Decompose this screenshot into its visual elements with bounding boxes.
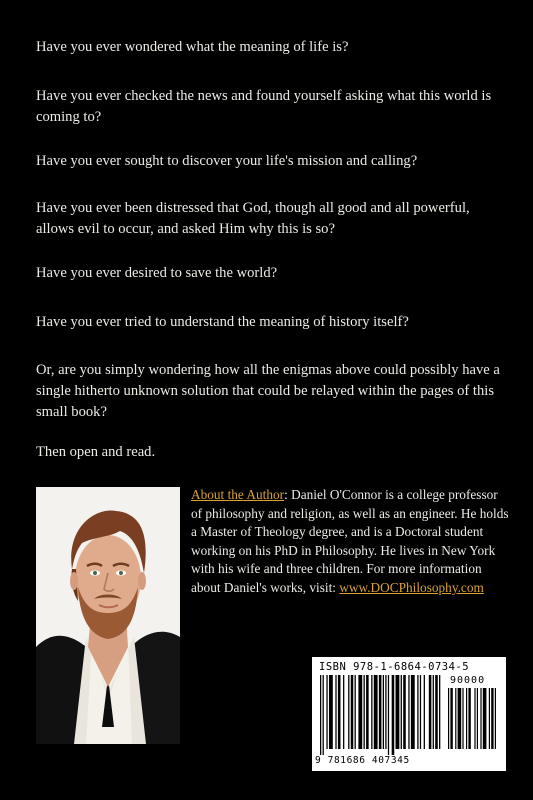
barcode-bar [435, 675, 438, 749]
ean-digits: 9 781686 407345 [315, 755, 410, 766]
question-life-mission: Have you ever sought to discover your life's mission and calling? [36, 153, 418, 169]
about-author-heading: About the Author [191, 487, 285, 502]
barcode-bar [458, 688, 462, 749]
isbn-barcode [312, 657, 506, 771]
barcode-bar [338, 675, 341, 749]
barcode-bar [489, 688, 490, 749]
barcode-bar [411, 675, 415, 749]
barcode-bar [388, 675, 389, 755]
call-to-action: Then open and read. [36, 444, 156, 460]
ean-bars [320, 675, 442, 755]
barcode-bar [474, 688, 475, 749]
barcode-bar [366, 675, 369, 749]
question-meaning-of-life: Have you ever wondered what the meaning of life is? [36, 39, 349, 55]
barcode-bar [392, 675, 395, 755]
question-save-the-world: Have you ever desired to save the world? [36, 265, 278, 281]
barcode-bar [385, 675, 386, 749]
barcode-bar [448, 688, 449, 749]
about-author-body: Daniel O'Connor is a college professor of philosophy and religion, as well as an engineer. He holds a Master of Theology degree, and is a Doctoral student working on his PhD in Philosophy. He lives in New York with his wife and three children. For more information about Daniel's works, visit: [191, 487, 509, 595]
question-world-news: Have you ever checked the news and found yourself asking what this world is coming to? [36, 88, 492, 125]
barcode-bar [424, 675, 425, 749]
question-meaning-of-history: Have you ever tried to understand the meaning of history itself? [36, 314, 409, 330]
barcode-bar [408, 675, 409, 749]
barcode-bar [383, 675, 384, 749]
barcode-bar [371, 675, 372, 749]
barcode-bar [477, 688, 478, 749]
barcode-bar [401, 675, 402, 749]
addon-bars [448, 688, 500, 755]
barcode-bar [455, 688, 456, 749]
barcode-bar [468, 688, 470, 749]
barcode-bar [480, 688, 481, 749]
barcode-bar [320, 675, 321, 755]
about-author-paragraph [191, 486, 511, 598]
barcode-bar [466, 688, 467, 749]
barcode-bar [374, 675, 378, 749]
barcode-bar [358, 675, 362, 749]
barcode-bar [439, 675, 440, 749]
question-enigmas-solution: Or, are you simply wondering how all the enigmas above could possibly have a single hitherto unknown solution that could be relayed within the pages of this small book? [36, 362, 500, 420]
barcode-bar [429, 675, 432, 749]
barcode-bar [329, 675, 333, 749]
author-website-link[interactable]: www.DOCPhilosophy.com [339, 579, 484, 595]
barcode-bar [462, 688, 463, 749]
barcode-bar [417, 675, 418, 749]
barcode-bar [495, 688, 496, 749]
about-author-colon: : [284, 487, 288, 502]
barcode-bar [403, 675, 406, 749]
barcode-bar [343, 675, 344, 749]
barcode-bar [433, 675, 434, 749]
barcode-bar [483, 688, 487, 749]
barcode-bar [420, 675, 421, 749]
barcode-bar [396, 675, 400, 749]
barcode-bar [379, 675, 382, 749]
question-problem-of-evil: Have you ever been distressed that God, though all good and all powerful, allows evil to occur, and asked Him why this is so? [36, 200, 470, 237]
barcode-bar [491, 688, 493, 749]
barcode-bar [450, 688, 452, 749]
author-photo [36, 487, 180, 744]
barcode-bar [351, 675, 354, 749]
price-code: 90000 [450, 675, 486, 686]
barcode-bar [326, 675, 327, 749]
isbn-label: ISBN 978-1-6864-0734-5 [319, 661, 470, 673]
barcode-bar [335, 675, 336, 749]
barcode-bar [348, 675, 349, 749]
barcode-bar [364, 675, 365, 749]
barcode-bar [355, 675, 356, 749]
barcode-bar [323, 675, 324, 755]
